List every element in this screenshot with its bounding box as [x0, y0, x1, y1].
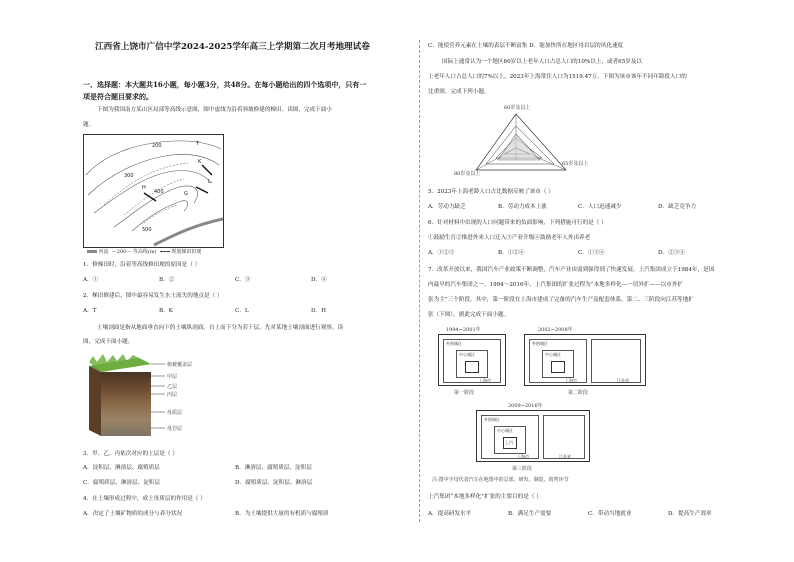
stage-3-jiangsu: [543, 415, 585, 459]
stage-3-name: 第三阶段: [512, 466, 533, 472]
stage-2-jiangsu: [591, 339, 641, 383]
stage-2-outer: [529, 339, 587, 383]
q3-option-c[interactable]: C．腐殖质层、淋溶层、淀积层: [83, 480, 160, 486]
question-1-options: [83, 276, 327, 284]
q7-option-b[interactable]: B．满足生产需要: [508, 511, 552, 517]
section-heading: 一、选择题：本大题共16小题，每小题3分，共48分。在每小题给出的四个选项中，只有一: [83, 80, 367, 89]
legend-field: 规划梯田田埂: [171, 249, 202, 255]
question-6: 6．针对材料中出现的人口问题带来的负面影响，下列措施可行的是（ ）: [428, 220, 607, 226]
question-4: 4．在土壤形成过程中，成土母质层的作用是（ ）: [83, 496, 206, 502]
q2-option-c[interactable]: C．L: [235, 308, 249, 314]
question-7-options: [428, 510, 712, 518]
stage-2-center-label: 中心城区: [545, 352, 561, 357]
q3-option-a[interactable]: A．淀积层、淋溶层、腐殖质层: [83, 465, 160, 471]
intro-terrace-cont: 题。: [83, 122, 95, 128]
question-1: 1．修梯田时，沿着等高线修田埂的原因是（ ）: [83, 262, 201, 268]
stage-3-center-label: 中心城区: [497, 428, 513, 433]
q2-option-d[interactable]: D．H: [311, 308, 326, 314]
map-point-l: L: [208, 179, 211, 185]
q6-option-c[interactable]: C．①③④: [578, 250, 605, 256]
question-2: 2．梯田修建后，图中最容易发生水土流失的地点是（ ）: [83, 293, 223, 299]
stage-1-core: [465, 361, 479, 373]
soil-layer-label: 丙层: [167, 392, 178, 398]
contour-label: 400: [154, 189, 164, 195]
stage-2-core: [551, 361, 565, 373]
question-7: 上汽集团“本地多样化”扩张的主要目的是（ ）: [428, 494, 542, 500]
q4-option-a[interactable]: A．决定了土壤矿物质的成分与养分状况: [83, 511, 183, 517]
q1-option-c[interactable]: C．③: [235, 277, 251, 283]
q7-option-a[interactable]: A．提高研发水平: [428, 511, 472, 517]
stage-1-center-label: 中心城区: [459, 352, 475, 357]
intro-soil-cont: 图，完成下面小题。: [83, 339, 134, 345]
contour-map: [83, 134, 224, 248]
stage-3-core-label: 上汽: [505, 440, 513, 445]
map-point-k: K: [198, 159, 202, 165]
stage-3-center: [494, 426, 526, 454]
stage-2-region2: 江苏省: [617, 378, 629, 383]
intro-auto-cont2: 张为主”三个阶段。其中，第一阶段在上海市建成了完备的汽车生产及配套体系，第二、三阶段向江苏等地扩: [428, 297, 694, 303]
triangle-right-label: 65岁及以上: [562, 161, 589, 167]
q1-option-d[interactable]: D．④: [311, 277, 327, 283]
stage-2-region: 上海市: [565, 378, 577, 383]
stage-1-region: 上海市: [479, 378, 491, 383]
q5-option-b[interactable]: B．劳动力成本上涨: [498, 204, 547, 210]
question-3-options-row1: [83, 464, 312, 472]
soil-layer-label: 甲层: [167, 374, 178, 380]
soil-layer-label: 乙层: [167, 384, 178, 390]
soil-layer-label: 母质层: [167, 410, 183, 416]
intro-terrace: 下图为我国南方某山区局部等高线示意图，图中虚线为沿着斜坡修建的梯田。读图，完成下面小: [97, 107, 332, 113]
q7-option-d[interactable]: D．提高生产效率: [668, 511, 712, 517]
q5-option-c[interactable]: C．人口迅速减少: [578, 204, 622, 210]
q7-option-c[interactable]: C．带动当地就业: [588, 511, 632, 517]
q3-option-b[interactable]: B．淋溶层、腐殖质层、淀积层: [235, 465, 312, 471]
stage-1-outer: [443, 339, 501, 383]
intro-population: 国际上通常认为一个地区60岁以上老年人口占总人口的10%以上，或者65岁及以: [442, 59, 643, 65]
river-swatch: [87, 250, 97, 253]
stage-2-name: 第二阶段: [568, 390, 589, 396]
contour-label: 500: [142, 227, 152, 233]
q3-option-d[interactable]: D．腐殖质层、淀积层、淋溶层: [235, 480, 313, 486]
soil-profile-svg: [85, 352, 245, 440]
q6-option-a[interactable]: A．①②③: [428, 250, 455, 256]
field-swatch: [160, 251, 170, 252]
contour-map-svg: [84, 135, 223, 247]
q1-option-a[interactable]: A．①: [83, 277, 99, 283]
intro-population-cont2: 比重图。完成下列小题。: [428, 89, 490, 95]
stage-2-years: 2002~2008年: [538, 327, 573, 333]
legend-river: 河流: [98, 249, 109, 255]
question-5-options: [428, 203, 696, 211]
question-3-options-row2: [83, 479, 312, 487]
diagram-note: 注:图中字母代表汽车在地图中的总部、研发、制造、销售环节: [432, 477, 569, 483]
soil-profile-figure: [85, 352, 245, 440]
q5-option-a[interactable]: A．劳动力缺乏: [428, 204, 466, 210]
intro-auto-cont1: 内最早的汽车集团之一，1994～2016年，上汽集团的扩张过程为“本地多样化—一切外扩——以市外扩: [428, 282, 684, 288]
stage-1-outer-label: 外围城区: [446, 341, 462, 346]
question-6-options: [428, 249, 685, 257]
q2-option-a[interactable]: A．T: [83, 308, 97, 314]
stage-1-center: [456, 350, 488, 378]
stage-2-center: [542, 350, 574, 378]
triangle-left-label: 80岁及以上: [454, 171, 481, 177]
stage-3-years: 2009~2016年: [508, 403, 543, 409]
stage-3-outer-label: 外围城区: [484, 417, 500, 422]
contour-label: 300: [124, 173, 134, 179]
stage-3-region: 上海市: [517, 454, 529, 459]
q6-option-d[interactable]: D．②③④: [658, 250, 685, 256]
triangle-top-label: 60岁及以上: [504, 105, 531, 111]
stage-3-diagram: [476, 410, 590, 462]
stage-1-diagram: [438, 334, 506, 386]
question-4-options-cont[interactable]: C．能使营养元素在土壤的表层不断富集 D．能加快所在地区母岩层的风化速度: [428, 43, 624, 49]
map-point-t: T: [196, 141, 200, 147]
map-point-h: H: [142, 185, 146, 191]
section-heading-cont: 项是符合题目要求的。: [83, 92, 153, 101]
q2-option-b[interactable]: B．K: [159, 308, 173, 314]
question-3: 3．甲、乙、丙依次对应的土层是（ ）: [83, 451, 178, 457]
stage-2-outer-label: 外围城区: [532, 341, 548, 346]
q5-option-d[interactable]: D．缺乏竞争力: [658, 204, 697, 210]
question-4-options: [83, 510, 329, 518]
column-divider: [419, 40, 420, 522]
contour-label: 200: [152, 143, 162, 149]
question-2-options: [83, 307, 326, 315]
intro-auto: 7．改革开放以来，我国汽车产业政策不断调整，汽车产业由弱到强得到了快速发展。上汽集团成立于1984年，是国: [428, 267, 715, 273]
page-title: 江西省上饶市广信中学2024-2025学年高三上学期第二次月考地理试卷: [95, 42, 370, 52]
map-point-g: G: [184, 191, 188, 197]
q4-option-b[interactable]: B．为土壤提供大量的有机质与腐殖质: [235, 511, 329, 517]
q1-option-b[interactable]: B．②: [159, 277, 175, 283]
question-6-items: ①鼓励生育②推进外来人口迁入③产业升级④鼓励老年人外出养老: [428, 235, 591, 241]
age-triangle-chart: [454, 104, 604, 184]
stage-3-core: [503, 437, 517, 449]
stage-3-region2: 江苏省: [559, 454, 571, 459]
stage-2-diagram: [524, 334, 646, 386]
soil-layer-label: 母岩层: [167, 426, 183, 432]
stage-1-years: 1994~2001年: [446, 327, 481, 333]
legend-contour: —200— 等高线(m): [111, 249, 157, 255]
stage-3-outer: [481, 415, 539, 459]
intro-population-cont1: 上老年人口占总人口的7%以上，2023年上海常住人口为1519.47万，下图为该市该年不同年龄段人口的: [428, 74, 687, 80]
q6-option-b[interactable]: B．①②④: [498, 250, 525, 256]
stage-1-name: 第一阶段: [454, 390, 475, 396]
intro-auto-cont3: 张（下图）。据此完成下面小题。: [428, 312, 510, 318]
soil-layer-label: 植被覆盖层: [167, 362, 193, 368]
map-legend: [87, 248, 201, 255]
intro-soil: 土壤剖面是指从地面垂直向下的土壤纵剖面，自上而下分为若干层。先对某地土壤剖面进行观察。读: [97, 325, 344, 331]
question-5: 5．2023年上海老龄人口占比数据反映了该市（ ）: [428, 189, 554, 195]
